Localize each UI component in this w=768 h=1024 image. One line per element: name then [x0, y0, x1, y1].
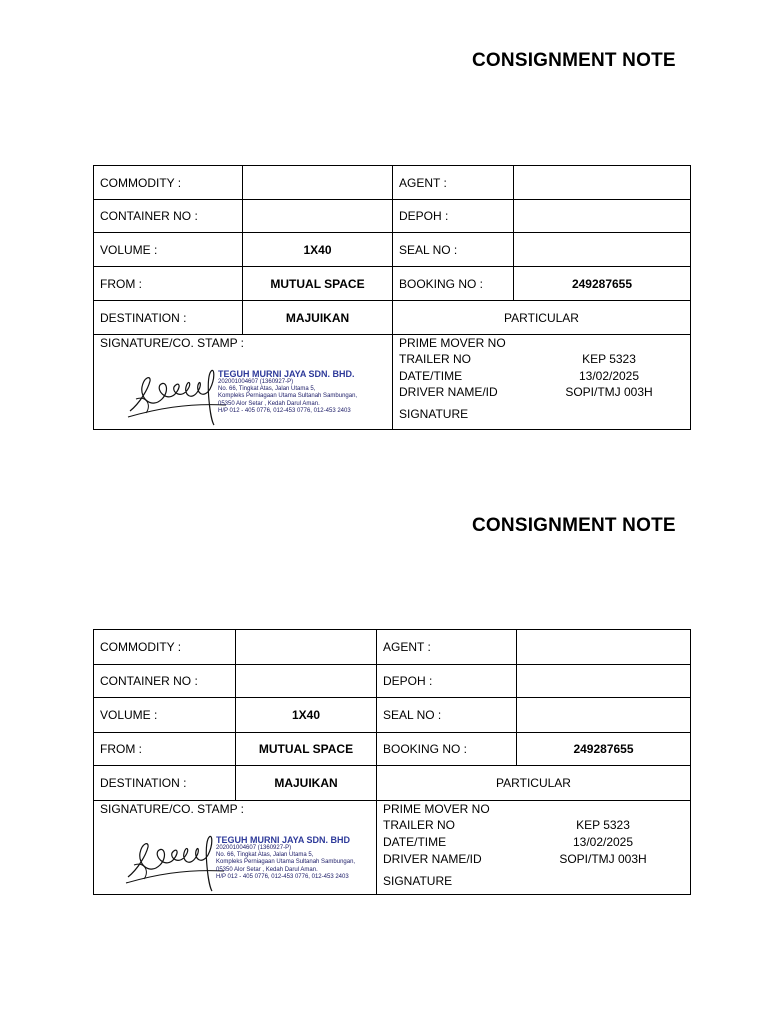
from-value: MUTUAL SPACE [243, 267, 393, 301]
commodity-label: COMMODITY : [94, 166, 243, 200]
booking-label: BOOKING NO : [377, 733, 517, 766]
stamp-company: TEGUH MURNI JAYA SDN. BHD [216, 835, 351, 845]
commodity-label: COMMODITY : [94, 630, 236, 665]
volume-label: VOLUME : [94, 233, 243, 267]
stamp-reg: 202001004607 (1360927-P) [216, 845, 292, 851]
company-stamp [126, 359, 386, 430]
stamp-reg: 202001004607 (1360927-P) [218, 379, 294, 385]
signature-stamp-label: SIGNATURE/CO. STAMP : [100, 802, 245, 816]
datetime-label: DATE/TIME [399, 369, 463, 383]
particular-label: PARTICULAR [393, 301, 691, 335]
container-value [236, 665, 377, 698]
driver-value: SOPI/TMJ 003H [559, 852, 647, 866]
commodity-value [243, 166, 393, 200]
signature-label: SIGNATURE [383, 874, 453, 888]
trailer-label: TRAILER NO [399, 352, 472, 366]
volume-value: 1X40 [236, 698, 377, 733]
destination-label: DESTINATION : [94, 301, 243, 335]
stamp-text [218, 369, 357, 415]
driver-label: DRIVER NAME/ID [383, 852, 482, 866]
seal-label: SEAL NO : [377, 698, 517, 733]
commodity-value [236, 630, 377, 665]
depoh-value [514, 200, 691, 233]
stamp-company: TEGUH MURNI JAYA SDN. BHD. [218, 369, 355, 379]
stamp-line: No. 66, Tingkat Atas, Jalan Utama 5, [216, 852, 314, 859]
agent-label: AGENT : [377, 630, 517, 665]
booking-label: BOOKING NO : [393, 267, 514, 301]
signature-stamp-label: SIGNATURE/CO. STAMP : [100, 336, 245, 350]
stamp-text [216, 835, 355, 881]
volume-value: 1X40 [243, 233, 393, 267]
agent-label: AGENT : [393, 166, 514, 200]
from-label: FROM : [94, 733, 236, 766]
consignment-table [93, 165, 691, 430]
depoh-label: DEPOH : [393, 200, 514, 233]
stamp-line: Kompleks Perniagaan Utama Sultanah Sambungan, [216, 859, 356, 866]
stamp-line: 05350 Alor Setar , Kedah Darul Aman. [216, 866, 318, 873]
agent-value [517, 630, 691, 665]
seal-value [517, 698, 691, 733]
driver-label: DRIVER NAME/ID [399, 385, 498, 399]
datetime-value: 13/02/2025 [572, 835, 634, 849]
from-value: MUTUAL SPACE [236, 733, 377, 766]
signature-stamp-cell [94, 801, 377, 895]
destination-value: MAJUIKAN [243, 301, 393, 335]
prime-mover-label: PRIME MOVER NO [383, 802, 490, 816]
seal-value [514, 233, 691, 267]
depoh-label: DEPOH : [377, 665, 517, 698]
stamp-line: Kompleks Perniagaan Utama Sultanah Sambungan, [218, 393, 358, 400]
note-title: CONSIGNMENT NOTE [472, 515, 676, 536]
trailer-value: KEP 5323 [582, 352, 636, 366]
seal-label: SEAL NO : [393, 233, 514, 267]
booking-value: 249287655 [514, 267, 691, 301]
container-label: CONTAINER NO : [94, 200, 243, 233]
container-label: CONTAINER NO : [94, 665, 236, 698]
stamp-line: No. 66, Tingkat Atas, Jalan Utama 5, [218, 386, 316, 393]
company-stamp [124, 825, 377, 895]
datetime-value: 13/02/2025 [578, 369, 640, 383]
transport-info-cell [393, 335, 691, 430]
volume-label: VOLUME : [94, 698, 236, 733]
stamp-line: H/P 012 - 405 0776, 012-453 0776, 012-453 2403 [216, 873, 349, 880]
driver-value: SOPI/TMJ 003H [565, 385, 653, 399]
transport-info-cell [377, 801, 691, 895]
destination-label: DESTINATION : [94, 766, 236, 801]
note-title: CONSIGNMENT NOTE [472, 50, 676, 71]
stamp-line: 05350 Alor Setar , Kedah Darul Aman. [218, 400, 320, 407]
signature-stamp-cell [94, 335, 393, 430]
prime-mover-label: PRIME MOVER NO [399, 336, 506, 350]
signature-label: SIGNATURE [399, 407, 469, 421]
consignment-table [93, 629, 691, 895]
datetime-label: DATE/TIME [383, 835, 447, 849]
trailer-label: TRAILER NO [383, 818, 456, 832]
trailer-value: KEP 5323 [576, 818, 630, 832]
depoh-value [517, 665, 691, 698]
container-value [243, 200, 393, 233]
from-label: FROM : [94, 267, 243, 301]
agent-value [514, 166, 691, 200]
stamp-line: H/P 012 - 405 0776, 012-453 0776, 012-453 2403 [218, 407, 351, 414]
particular-label: PARTICULAR [377, 766, 691, 801]
destination-value: MAJUIKAN [236, 766, 377, 801]
booking-value: 249287655 [517, 733, 691, 766]
